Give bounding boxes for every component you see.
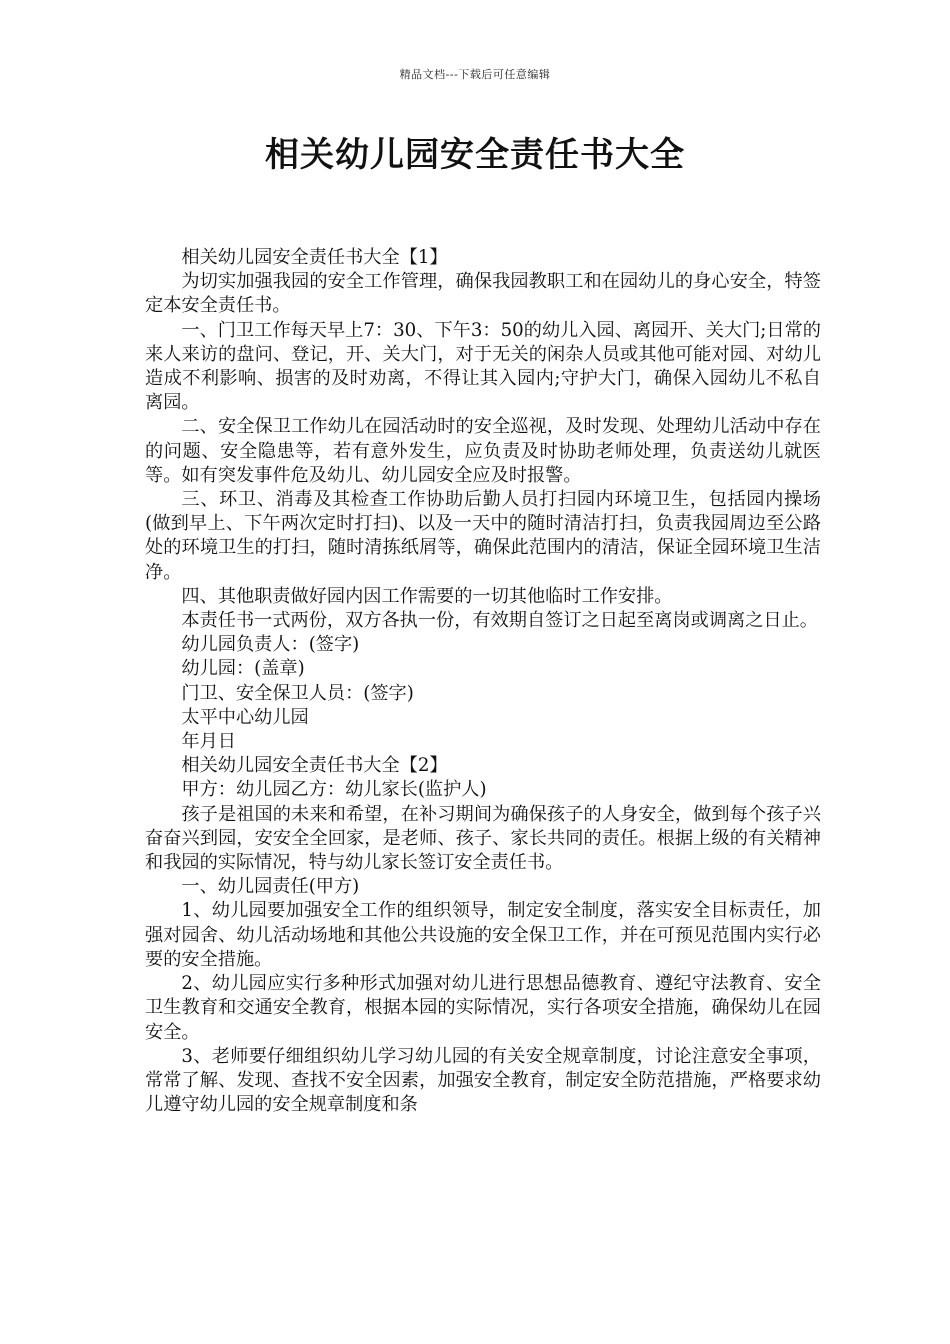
kindergarten-name: 太平中心幼儿园	[181, 706, 309, 728]
parties-line: 甲方：幼儿园乙方：幼儿家长(监护人)	[181, 779, 487, 801]
party-a-item-3: 3、老师要仔细组织幼儿学习幼儿园的有关安全规章制度，讨论注意安全事项，常常了解、发现、查找不安全因素，加强安全教育，制定安全防范措施，严格要求幼儿遵守幼儿园的安全规章制度和条	[145, 1045, 821, 1116]
signature-principal: 幼儿园负责人：(签字)	[181, 634, 360, 656]
section-heading-2: 相关幼儿园安全责任书大全【2】	[181, 755, 448, 777]
clause-gatekeeping: 一、门卫工作每天早上7：30、下午3：50的幼儿入园、离园开、关大门;日常的来人来访的盘问、登记，开、关大门，对于无关的闲杂人员或其他可能对园、对幼儿造成不利影响、损害的及时劝离，不得让其入园内;守护大门，确保入园幼儿不私自离园。	[145, 319, 821, 414]
intro-paragraph: 为切实加强我园的安全工作管理，确保我园教职工和在园幼儿的身心安全，特签定本安全责任书。	[145, 271, 821, 317]
section-heading-1: 相关幼儿园安全责任书大全【1】	[181, 247, 448, 268]
clause-security: 二、安全保卫工作幼儿在园活动时的安全巡视，及时发现、处理幼儿活动中存在的问题、安全隐患等，若有意外发生，应负责及时协助老师处理，负责送幼儿就医等。如有突发事件危及幼儿、幼儿园安全应及时报警。	[145, 416, 821, 486]
party-a-heading: 一、幼儿园责任(甲方)	[181, 876, 360, 898]
party-a-item-2: 2、幼儿园应实行多种形式加强对幼儿进行思想品德教育、遵纪守法教育、安全卫生教育和交通安全教育，根据本园的实际情况，实行各项安全措施，确保幼儿在园安全。	[145, 973, 821, 1043]
clause-sanitation: 三、环卫、消毒及其检查工作协助后勤人员打扫园内环境卫生，包括园内操场(做到早上、下午两次定时打扫)、以及一天中的随时清洁打扫，负责我园周边至公路处的环境卫生的打扫，随时清拣纸屑等，确保此范围内的清洁，保证全园环境卫生洁净。	[145, 489, 821, 583]
date-line: 年月日	[181, 731, 236, 753]
preamble-paragraph: 孩子是祖国的未来和希望，在补习期间为确保孩子的人身安全，做到每个孩子兴奋奋兴到园，安安全全回家，是老师、孩子、家长共同的责任。根据上级的有关精神和我园的实际情况，特与幼儿家长签订安全责任书。	[145, 803, 821, 874]
clause-other-duties: 四、其他职责做好园内因工作需要的一切其他临时工作安排。	[181, 585, 673, 607]
validity-paragraph: 本责任书一式两份，双方各执一份，有效期自签订之日起至离岗或调离之日止。	[181, 610, 818, 632]
document-title: 相关幼儿园安全责任书大全	[265, 135, 685, 175]
signature-guard: 门卫、安全保卫人员：(签字)	[181, 682, 414, 704]
party-a-item-1: 1、幼儿园要加强安全工作的组织领导，制定安全制度，落实安全目标责任，加强对园舍、幼儿活动场地和其他公共设施的安全保卫工作，并在可预见范围内实行必要的安全措施。	[145, 900, 821, 970]
header-note: 精品文档---下载后可任意编辑	[399, 68, 551, 81]
document-body	[145, 246, 821, 1117]
signature-kindergarten-seal: 幼儿园：(盖章)	[181, 658, 305, 680]
